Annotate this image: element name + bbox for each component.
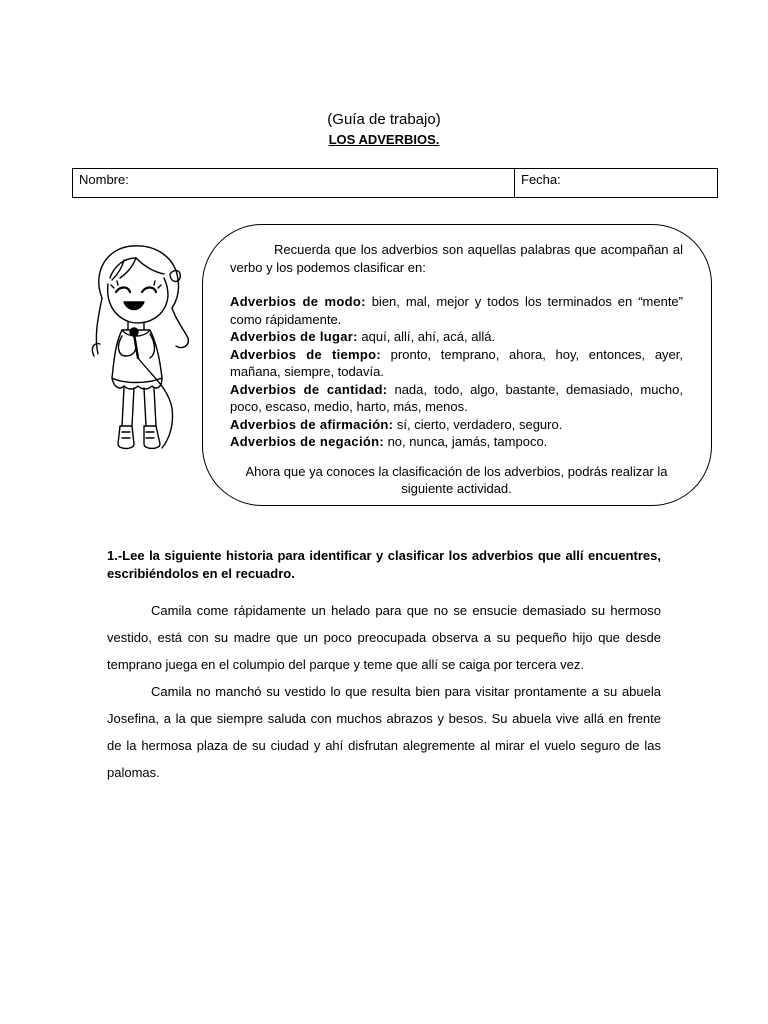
story-paragraph: Camila come rápidamente un helado para que no se ensucie demasiado su hermoso vestido, está con su madre que un poco preocupada observa a su pequeño hijo que desde temprano juega en el columpio del parque y teme que allí se caiga por tercera vez. bbox=[107, 603, 661, 672]
category-negacion bbox=[230, 433, 683, 451]
story-paragraph: Camila no manchó su vestido lo que resulta bien para visitar prontamente a su abuela Josefina, a la que siempre saluda con muchos abrazos y besos. Su abuela vive allá en frente de la hermosa plaza de su ciudad y ahí disfrutan alegremente al mirar el vuelo seguro de las palomas. bbox=[107, 684, 661, 780]
category-term: Adverbios de modo: bbox=[230, 294, 366, 309]
category-term: Adverbios de afirmación: bbox=[230, 416, 394, 432]
category-term: Adverbios de tiempo: bbox=[230, 346, 382, 362]
category-tiempo bbox=[230, 346, 683, 381]
info-bubble bbox=[202, 224, 712, 506]
date-label: Fecha: bbox=[521, 172, 561, 187]
bubble-text bbox=[230, 241, 683, 498]
activity-instruction: 1.-Lee la siguiente historia para identificar y clasificar los adverbios que allí encuentres, escribiéndolos en el recuadro. bbox=[107, 548, 661, 581]
name-label: Nombre: bbox=[79, 172, 129, 187]
worksheet-subtitle: LOS ADVERBIOS. bbox=[328, 132, 440, 147]
category-examples: sí, cierto, verdadero, seguro. bbox=[393, 416, 563, 432]
category-modo bbox=[230, 293, 683, 328]
category-lugar bbox=[230, 328, 683, 346]
category-term: Adverbios de negación: bbox=[230, 434, 384, 449]
worksheet-title: (Guía de trabajo) bbox=[327, 111, 441, 128]
category-examples: aquí, allí, ahí, acá, allá. bbox=[357, 329, 496, 344]
bubble-intro: Recuerda que los adverbios son aquellas palabras que acompañan al verbo y los podemos clasificar en: bbox=[230, 242, 683, 275]
category-examples: bien, mal, mejor y todos los terminados en “mente” como rápidamente. bbox=[230, 294, 683, 327]
category-term: Adverbios de cantidad: bbox=[230, 381, 388, 397]
category-cantidad bbox=[230, 381, 683, 416]
category-afirmacion bbox=[230, 416, 683, 434]
student-info-table bbox=[72, 168, 718, 198]
name-field[interactable] bbox=[73, 169, 515, 197]
bubble-closing: Ahora que ya conoces la clasificación de los adverbios, podrás realizar la siguiente actividad. bbox=[245, 463, 668, 496]
date-field[interactable] bbox=[515, 169, 717, 197]
category-term: Adverbios de lugar: bbox=[230, 329, 358, 344]
category-examples: nada, todo, algo, bastante, demasiado, mucho, poco, escaso, medio, harto, más, menos. bbox=[230, 381, 683, 414]
girl-illustration bbox=[84, 238, 192, 458]
story-text bbox=[107, 597, 661, 786]
category-examples: pronto, temprano, ahora, hoy, entonces, ayer, mañana, siempre, todavía. bbox=[230, 346, 683, 379]
category-examples: no, nunca, jamás, tampoco. bbox=[383, 434, 548, 449]
